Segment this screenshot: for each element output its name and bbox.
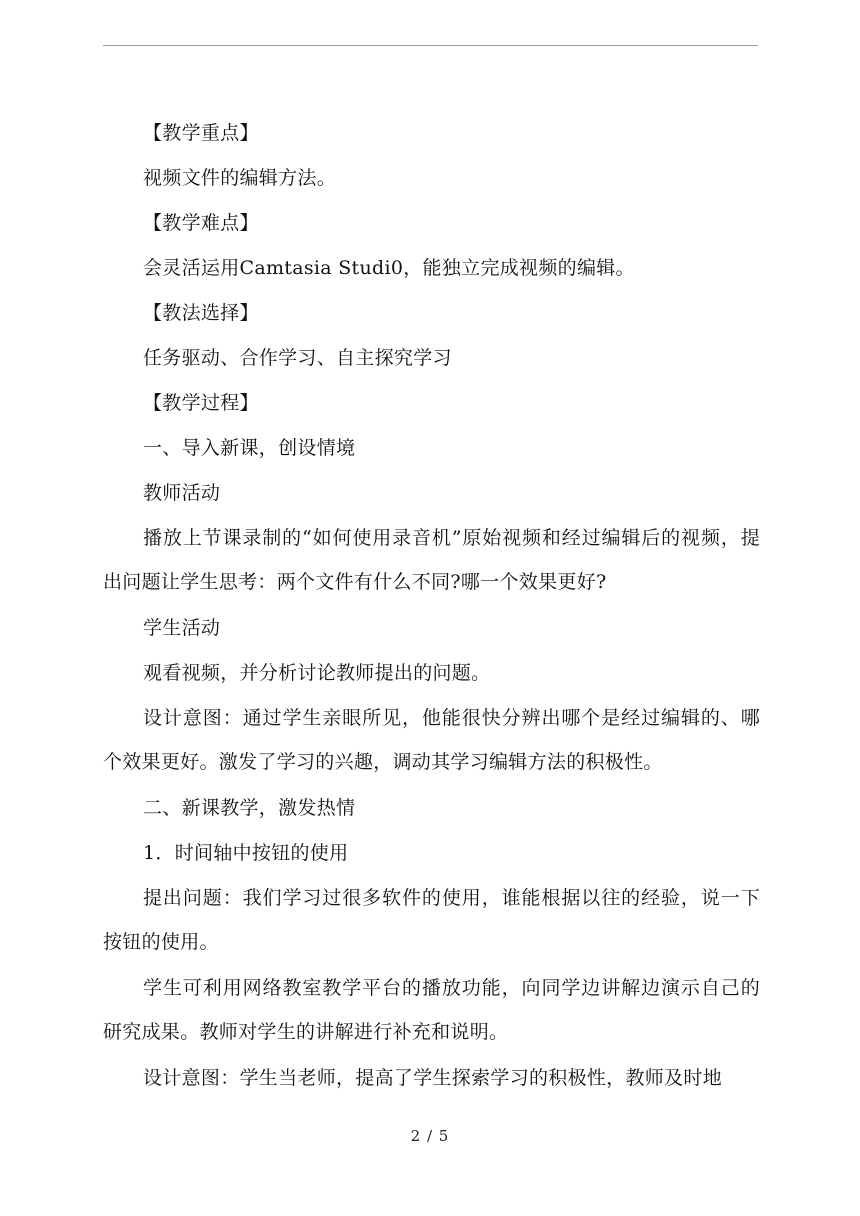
paragraph: 提出问题：我们学习过很多软件的使用，谁能根据以往的经验，说一下按钮的使用。: [103, 887, 760, 953]
section-heading-key-points: 【教学重点】: [143, 122, 259, 144]
subheading: 二、新课教学，激发热情: [143, 797, 356, 819]
header-rule: [103, 45, 758, 46]
paragraph: 教师活动: [143, 482, 221, 504]
paragraph: 会灵活运用Camtasia Studi0，能独立完成视频的编辑。: [143, 257, 635, 279]
paragraph: 视频文件的编辑方法。: [143, 167, 337, 189]
section-heading-process: 【教学过程】: [143, 392, 259, 414]
paragraph: 1．时间轴中按钮的使用: [143, 842, 349, 864]
section-heading-difficulties: 【教学难点】: [143, 212, 259, 234]
paragraph: 观看视频，并分析讨论教师提出的问题。: [143, 662, 491, 684]
section-heading-method: 【教法选择】: [143, 302, 259, 324]
page-number: 2 / 5: [410, 1127, 450, 1145]
subheading: 一、导入新课，创设情境: [143, 437, 356, 459]
paragraph: 设计意图：学生当老师，提高了学生探索学习的积极性，教师及时地: [143, 1067, 723, 1089]
paragraph: 任务驱动、合作学习、自主探究学习: [143, 347, 452, 369]
paragraph: 学生活动: [143, 617, 221, 639]
paragraph: 设计意图：通过学生亲眼所见，他能很快分辨出哪个是经过编辑的、哪个效果更好。激发了学习的兴趣，调动其学习编辑方法的积极性。: [103, 707, 760, 773]
paragraph: 学生可利用网络教室教学平台的播放功能，向同学边讲解边演示自己的研究成果。教师对学生的讲解进行补充和说明。: [103, 977, 760, 1043]
paragraph: 播放上节课录制的“如何使用录音机”原始视频和经过编辑后的视频，提出问题让学生思考：两个文件有什么不同?哪一个效果更好?: [103, 527, 760, 593]
document-body: [103, 111, 760, 1101]
